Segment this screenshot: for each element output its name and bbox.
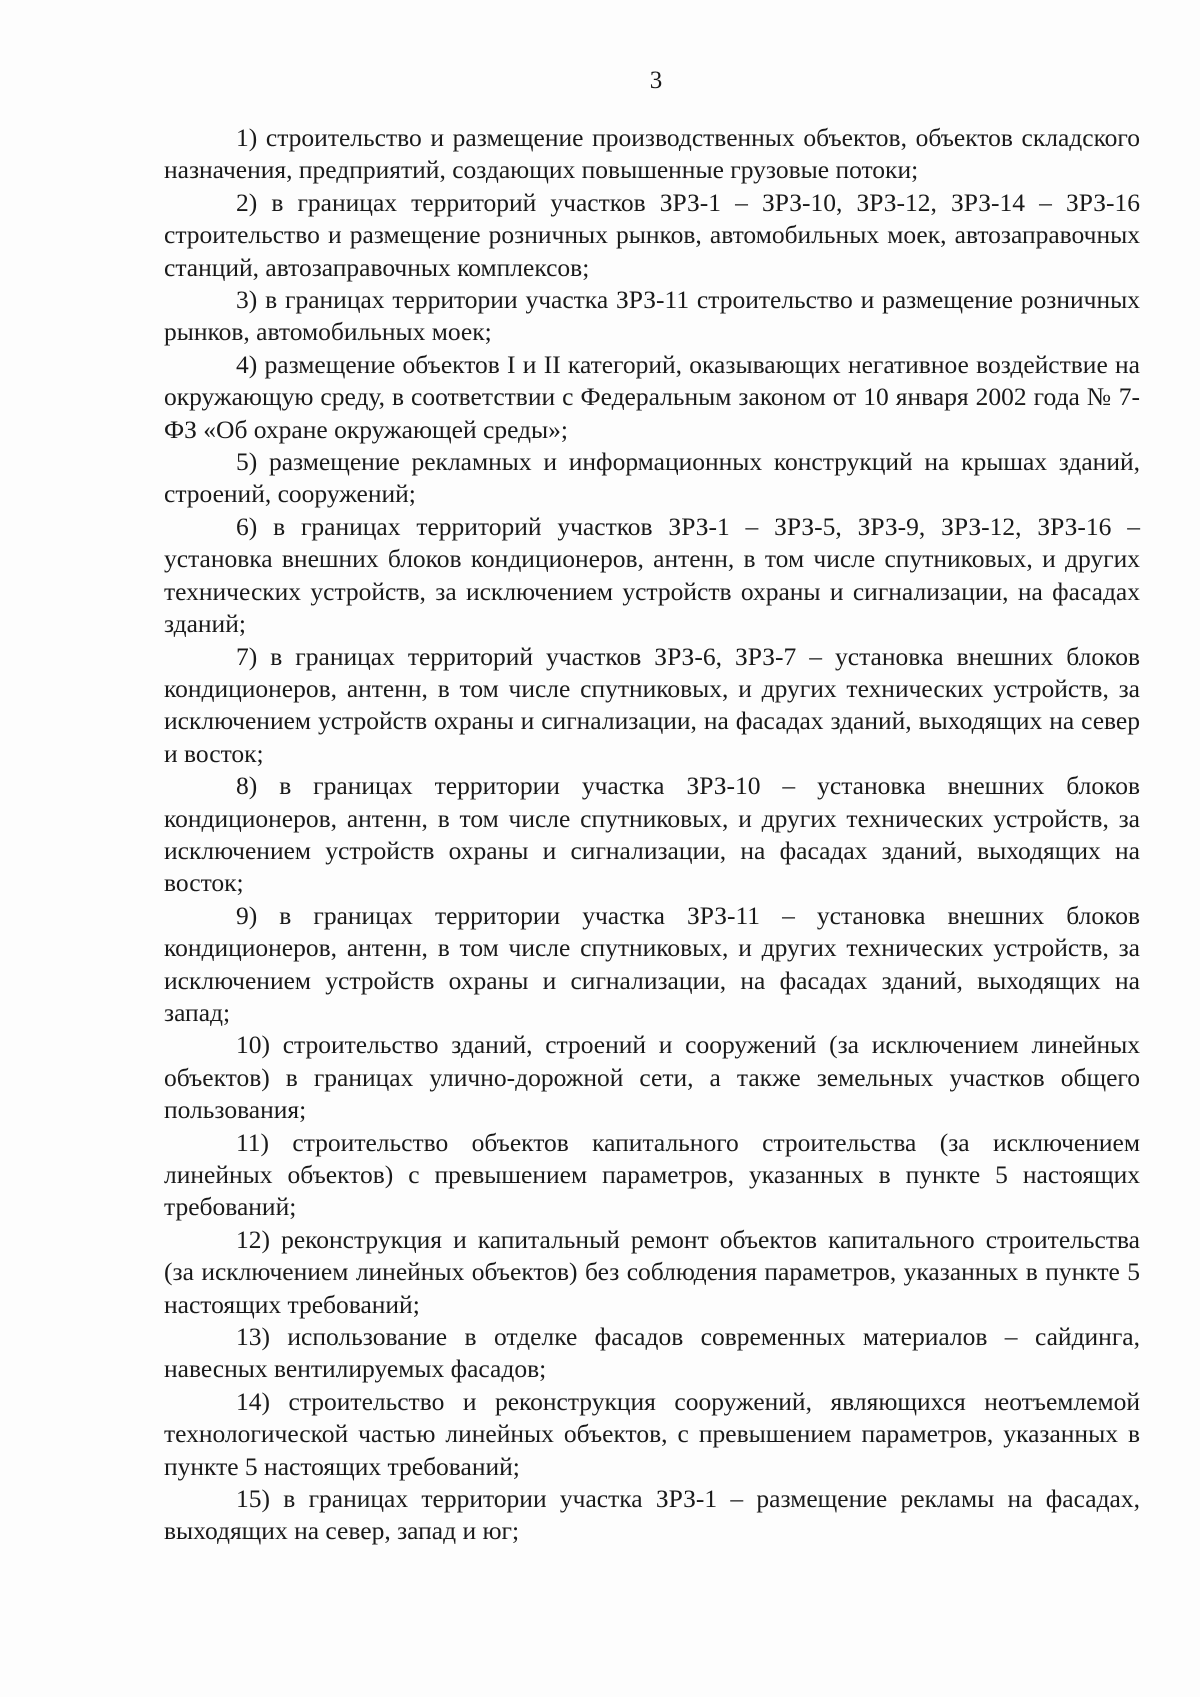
list-item-text: 1) строительство и размещение производственных объектов, объектов складского назначения, предприятий, создающих повышенные грузовые потоки; xyxy=(164,123,1140,185)
list-item xyxy=(164,1029,1140,1126)
list-item xyxy=(164,1483,1140,1548)
document-body xyxy=(164,122,1140,1548)
list-item xyxy=(164,900,1140,1030)
list-item-text: 6) в границах территорий участков ЗРЗ-1 – ЗРЗ-5, ЗРЗ-9, ЗРЗ-12, ЗРЗ-16 – установка внешних блоков кондиционеров, антенн, в том числе спутниковых, и других технических устройств, за исключением устройств охраны и сигнализации, на фасадах зданий; xyxy=(164,511,1140,639)
list-item xyxy=(164,1386,1140,1483)
list-item-text: 3) в границах территории участка ЗРЗ-11 строительство и размещение розничных рынков, автомобильных моек; xyxy=(164,285,1140,347)
page-number: 3 xyxy=(649,67,663,94)
list-item xyxy=(164,284,1140,349)
list-item xyxy=(164,511,1140,641)
list-item-text: 10) строительство зданий, строений и сооружений (за исключением линейных объектов) в границах улично-дорожной сети, а также земельных участков общего пользования; xyxy=(164,1030,1140,1125)
list-item-text: 5) размещение рекламных и информационных конструкций на крышах зданий, строений, сооружений; xyxy=(164,447,1140,509)
list-item-text: 8) в границах территории участка ЗРЗ-10 – установка внешних блоков кондиционеров, антенн, в том числе спутниковых, и других технических устройств, за исключением устройств охраны и сигнализации, на фасадах зданий, выходящих на восток; xyxy=(164,771,1140,898)
list-item-text: 13) использование в отделке фасадов современных материалов – сайдинга, навесных вентилируемых фасадов; xyxy=(164,1322,1140,1384)
list-item xyxy=(164,1127,1140,1224)
list-item xyxy=(164,122,1140,187)
list-item-text: 4) размещение объектов I и II категорий, оказывающих негативное воздействие на окружающую среду, в соответствии с Федеральным законом от 10 января 2002 года № 7-ФЗ «Об охране окружающей среды»; xyxy=(164,349,1140,444)
list-item xyxy=(164,770,1140,900)
list-item-text: 14) строительство и реконструкция сооружений, являющихся неотъемлемой технологической частью линейных объектов, с превышением параметров, указанных в пункте 5 настоящих требований; xyxy=(164,1386,1140,1481)
list-item-text: 2) в границах территорий участков ЗРЗ-1 – ЗРЗ-10, ЗРЗ-12, ЗРЗ-14 – ЗРЗ-16 строительство и размещение розничных рынков, автомобильных моек, автозаправочных станций, автозаправочных комплексов; xyxy=(164,187,1140,282)
list-item-text: 7) в границах территорий участков ЗРЗ-6, ЗРЗ-7 – установка внешних блоков кондиционеров, антенн, в том числе спутниковых, и других технических устройств, за исключением устройств охраны и сигнализации, на фасадах зданий, выходящих на север и восток; xyxy=(164,641,1140,768)
list-item xyxy=(164,1224,1140,1321)
list-item xyxy=(164,641,1140,771)
list-item-text: 15) в границах территории участка ЗРЗ-1 – размещение рекламы на фасадах, выходящих на север, запад и юг; xyxy=(164,1484,1140,1546)
list-item xyxy=(164,187,1140,284)
list-item xyxy=(164,1321,1140,1386)
list-item xyxy=(164,446,1140,511)
list-item-text: 9) в границах территории участка ЗРЗ-11 – установка внешних блоков кондиционеров, антенн, в том числе спутниковых, и других технических устройств, за исключением устройств охраны и сигнализации, на фасадах зданий, выходящих на запад; xyxy=(164,900,1140,1027)
list-item-text: 11) строительство объектов капитального строительства (за исключением линейных объектов) с превышением параметров, указанных в пункте 5 настоящих требований; xyxy=(164,1127,1140,1222)
list-item-text: 12) реконструкция и капитальный ремонт объектов капитального строительства (за исключением линейных объектов) без соблюдения параметров, указанных в пункте 5 настоящих требований; xyxy=(164,1224,1140,1319)
list-item xyxy=(164,349,1140,446)
